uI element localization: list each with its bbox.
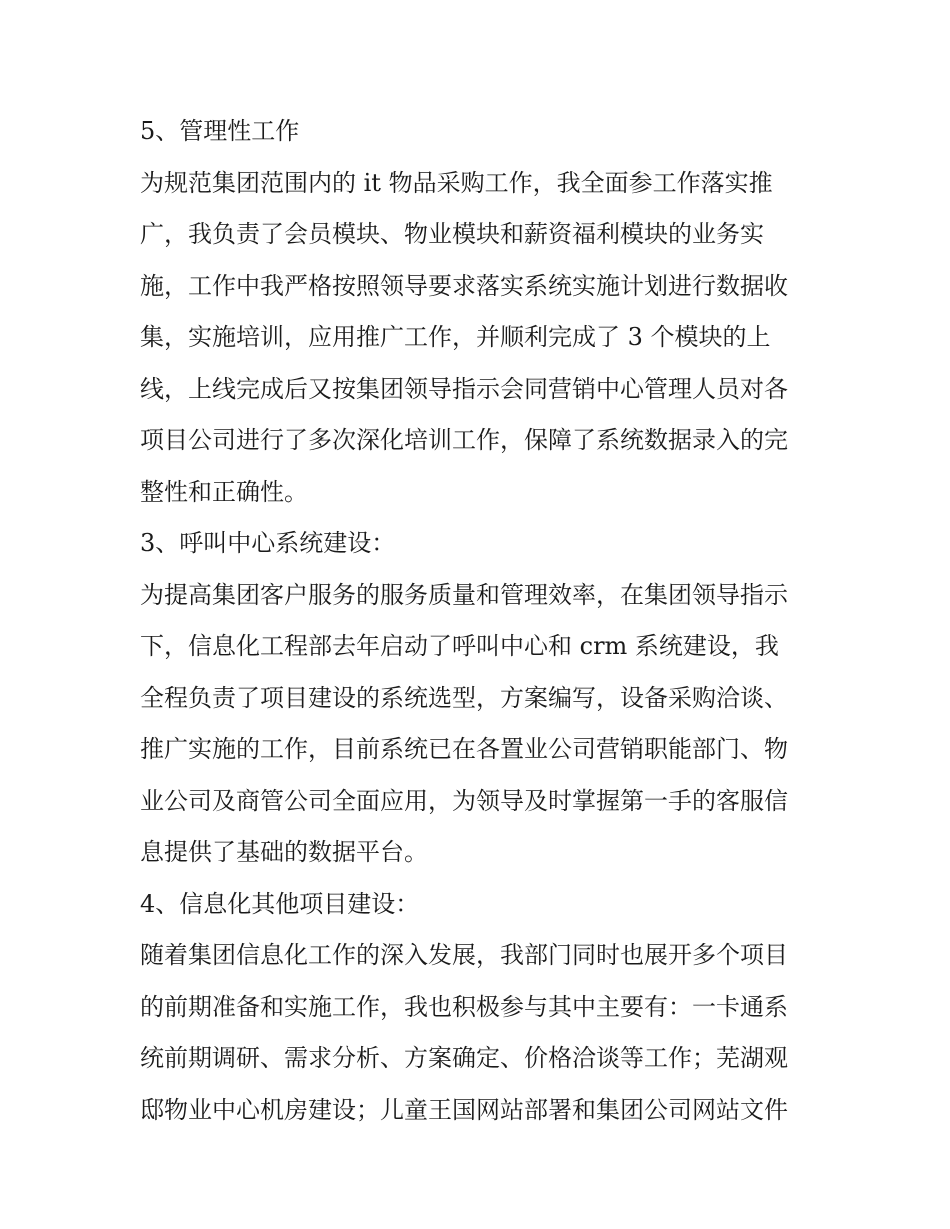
paragraph-line: 为提高集团客户服务的服务质量和管理效率，在集团领导指示: [140, 580, 788, 609]
paragraph-line: 为规范集团范围内的 it 物品采购工作，我全面参工作落实推: [140, 168, 773, 197]
paragraph-line: 整性和正确性。: [140, 477, 308, 506]
paragraph-line: 的前期准备和实施工作，我也积极参与其中主要有：一卡通系: [140, 992, 788, 1021]
paragraph-line: 统前期调研、需求分析、方案确定、价格洽谈等工作；芜湖观: [140, 1044, 788, 1072]
paragraph-line: 随着集团信息化工作的深入发展，我部门同时也展开多个项目: [140, 941, 788, 969]
paragraph-line: 线，上线完成后又按集团领导指示会同营销中心管理人员对各: [140, 374, 788, 403]
paragraph-line: 施，工作中我严格按照领导要求落实系统实施计划进行数据收: [140, 271, 788, 300]
paragraph-line: 息提供了基础的数据平台。: [140, 838, 428, 866]
section-heading-management: 5、管理性工作: [140, 117, 300, 145]
paragraph-line: 全程负责了项目建设的系统选型，方案编写，设备采购洽谈、: [140, 683, 788, 712]
paragraph-line: 下，信息化工程部去年启动了呼叫中心和 crm 系统建设，我: [140, 632, 779, 660]
section-heading-call-center: 3、呼叫中心系统建设：: [140, 529, 396, 557]
paragraph-line: 邸物业中心机房建设；儿童王国网站部署和集团公司网站文件: [140, 1095, 788, 1124]
paragraph-line: 业公司及商管公司全面应用，为领导及时掌握第一手的客服信: [140, 786, 788, 815]
document-body: [140, 106, 820, 1136]
paragraph-line: 集，实施培训，应用推广工作，并顺利完成了 3 个模块的上: [140, 323, 771, 351]
paragraph-line: 广，我负责了会员模块、物业模块和薪资福利模块的业务实: [140, 220, 764, 248]
paragraph-line: 项目公司进行了多次深化培训工作，保障了系统数据录入的完: [140, 426, 788, 454]
section-heading-other-projects: 4、信息化其他项目建设：: [140, 889, 420, 918]
paragraph-line: 推广实施的工作，目前系统已在各置业公司营销职能部门、物: [140, 735, 788, 763]
